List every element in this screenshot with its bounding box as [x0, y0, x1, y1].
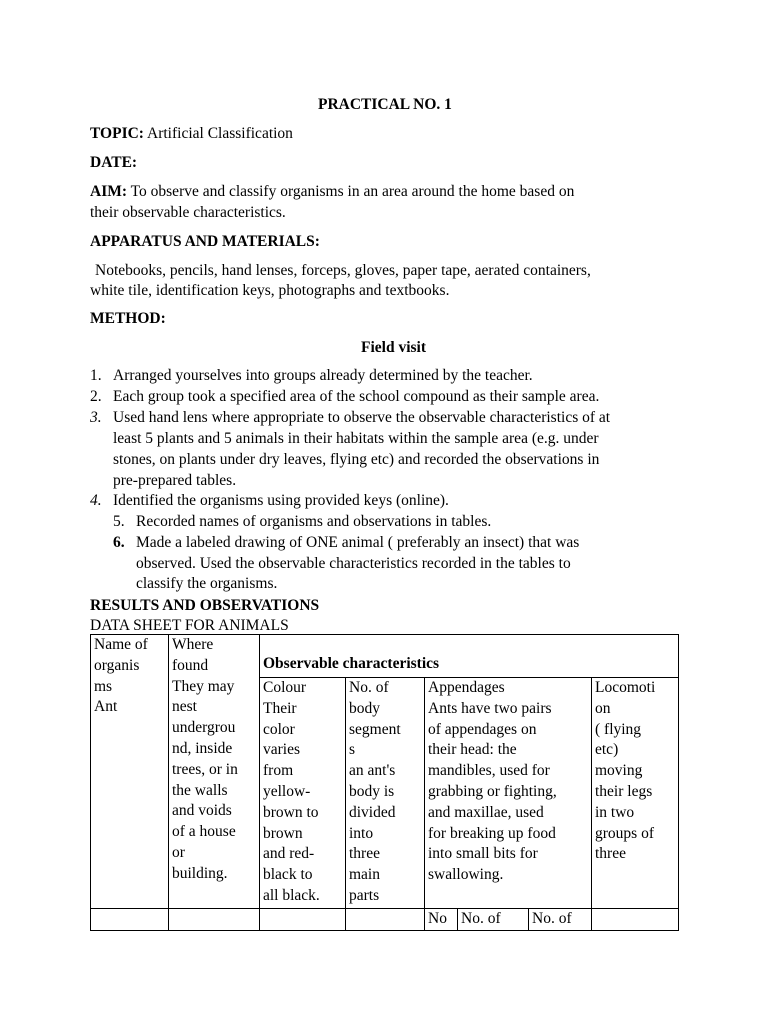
step-6-text-line-1: Made a labeled drawing of ONE animal ( preferably an insect) that was — [136, 534, 580, 551]
topic-value: Artificial Classification — [147, 125, 293, 142]
method-subheading: Field visit — [361, 339, 427, 356]
step-4-number: 4. — [90, 492, 102, 509]
data-sheet-title: DATA SHEET FOR ANIMALS — [90, 617, 289, 634]
topic-label: TOPIC: — [90, 125, 144, 142]
animal-data-table — [90, 634, 679, 931]
colour-cell: Colour Their color varies from yellow- brown to brown and red- black to all black. — [260, 678, 346, 909]
method-heading: METHOD: — [90, 310, 166, 327]
step-3-text-line-3: stones, on plants under dry leaves, flying etc) and recorded the observations in — [113, 451, 600, 468]
step-2-number: 2. — [90, 388, 102, 405]
empty-cell — [346, 909, 425, 931]
step-1-text: Arranged yourselves into groups already determined by the teacher. — [113, 367, 533, 384]
aim-label: AIM: — [90, 183, 128, 200]
results-heading: RESULTS AND OBSERVATIONS — [90, 597, 320, 614]
apparatus-heading: APPARATUS AND MATERIALS: — [90, 233, 320, 250]
topic-line — [90, 124, 293, 145]
step-6-text-line-2: observed. Used the observable characteristics recorded in the tables to — [136, 555, 571, 572]
name-of-organism-cell: Name of organis ms Ant — [91, 635, 169, 909]
last-row-no-of-cell: No. of — [458, 909, 529, 931]
body-segments-cell: No. of body segment s an ant's body is divided into three main parts — [346, 678, 425, 909]
step-3-text-line-2: least 5 plants and 5 animals in their habitats within the sample area (e.g. under — [113, 430, 599, 447]
apparatus-line-1: Notebooks, pencils, hand lenses, forceps, gloves, paper tape, aerated containers, — [95, 262, 591, 279]
appendages-cell: Appendages Ants have two pairs of appendages on their head: the mandibles, used for grabbing or fighting, and maxillae, used for breaking up food into small bits for swallowing. — [425, 678, 592, 909]
last-row-no-of-cell: No. of — [529, 909, 592, 931]
last-row-no-cell: No — [425, 909, 458, 931]
locomotion-cell: Locomoti on ( flying etc) moving their legs in two groups of three — [592, 678, 679, 909]
date-label: DATE: — [90, 154, 138, 171]
step-6-number: 6. — [113, 534, 125, 551]
step-4-text: Identified the organisms using provided keys (online). — [113, 492, 449, 509]
step-3-text-line-4: pre-prepared tables. — [113, 472, 237, 489]
observable-characteristics-header: Observable characteristics — [260, 635, 679, 678]
page-title: PRACTICAL NO. 1 — [318, 96, 452, 113]
step-5-number: 5. — [113, 513, 125, 530]
empty-cell — [169, 909, 260, 931]
step-3-number: 3. — [90, 409, 102, 426]
where-found-cell: Where found They may nest undergrou nd, inside trees, or in the walls and voids of a house or building. — [169, 635, 260, 909]
step-1-number: 1. — [90, 367, 102, 384]
aim-text: To observe and classify organisms in an area around the home based on — [130, 183, 575, 200]
step-2-text: Each group took a specified area of the school compound as their sample area. — [113, 388, 600, 405]
empty-cell — [592, 909, 679, 931]
aim-line-2: their observable characteristics. — [90, 204, 286, 221]
aim-line-1 — [90, 182, 574, 203]
step-3-text-line-1: Used hand lens where appropriate to observe the observable characteristics of at — [113, 409, 611, 426]
empty-cell — [260, 909, 346, 931]
step-6-text-line-3: classify the organisms. — [136, 575, 278, 592]
step-5-text: Recorded names of organisms and observations in tables. — [136, 513, 492, 530]
empty-cell — [91, 909, 169, 931]
apparatus-line-2: white tile, identification keys, photographs and textbooks. — [90, 282, 450, 299]
